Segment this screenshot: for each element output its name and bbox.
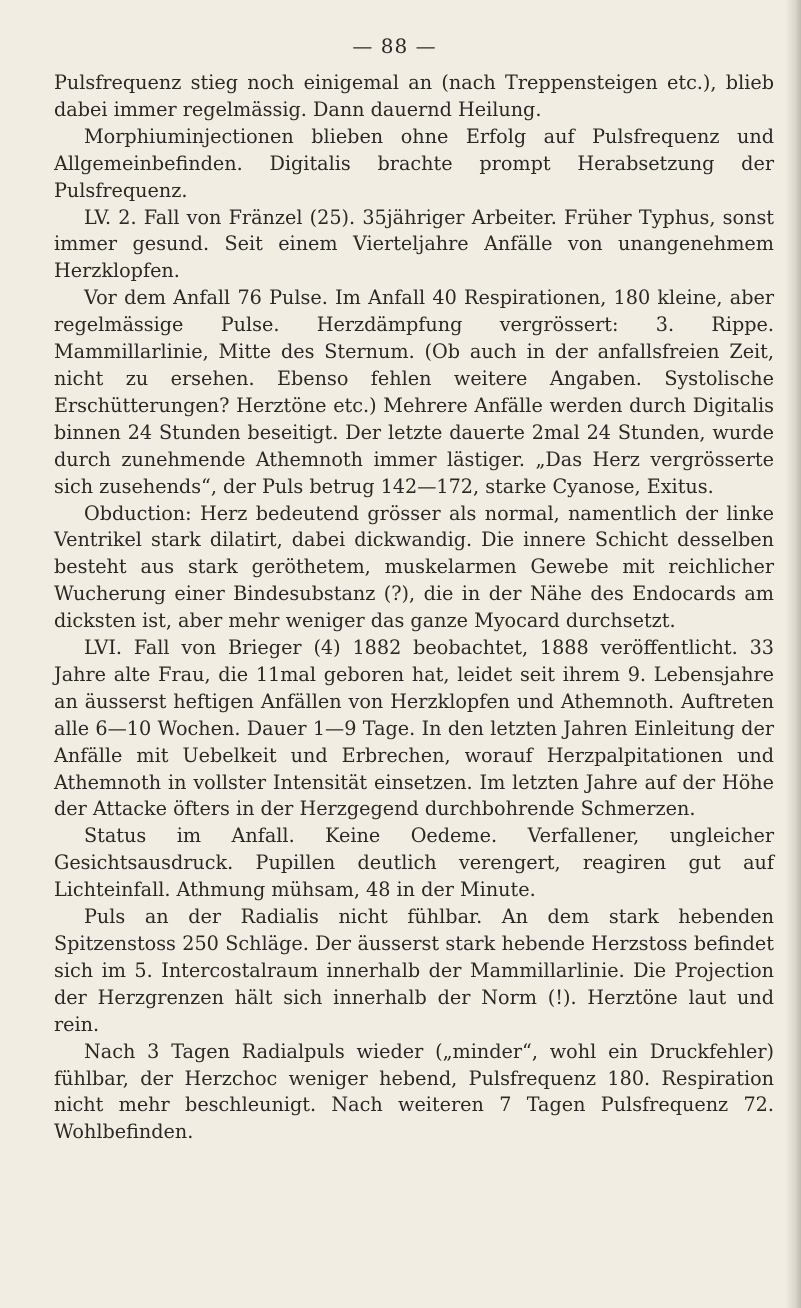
- page-number: — 88 —: [352, 34, 437, 58]
- body-text: [54, 70, 774, 1146]
- paragraph-1: Pulsfrequenz stieg noch einigemal an (nach Treppensteigen etc.), blieb dabei immer regelmässig. Dann dauernd Heilung.: [54, 71, 774, 121]
- paragraph-5: Obduction: Herz bedeutend grösser als normal, namentlich der linke Ventrikel stark dilatirt, dabei dickwandig. Die innere Schicht desselben besteht aus stark geröthetem, muskelarmen Gewebe mit reichlicher Wucherung einer Bindesubstanz (?), die in der Nähe des Endocards am dicksten ist, aber mehr weniger das ganze Myocard durchsetzt.: [54, 501, 774, 633]
- paragraph-4: Vor dem Anfall 76 Pulse. Im Anfall 40 Respirationen, 180 kleine, aber regelmässige Pulse. Herzdämpfung vergrössert: 3. Rippe. Mammillarlinie, Mitte des Sternum. (Ob auch in der anfallsfreien Zeit, nicht zu ersehen. Ebenso fehlen weitere Angaben. Systolische Erschütterungen? Herztöne etc.) Mehrere Anfälle werden durch Digitalis binnen 24 Stunden beseitigt. Der letzte dauerte 2mal 24 Stunden, wurde durch zunehmende Athemnoth immer lästiger. „Das Herz vergrösserte sich zusehends“, der Puls betrug 142—172, starke Cyanose, Exitus.: [54, 286, 774, 498]
- paragraph-3: LV. 2. Fall von Fränzel (25). 35jähriger Arbeiter. Früher Typhus, sonst immer gesund. Seit einem Vierteljahre Anfälle von unangenehmem Herzklopfen.: [54, 205, 774, 283]
- paragraph-2: Morphiuminjectionen blieben ohne Erfolg auf Pulsfrequenz und Allgemeinbefinden. Digitalis brachte prompt Herabsetzung der Pulsfrequenz.: [54, 124, 774, 202]
- paragraph-9: Nach 3 Tagen Radialpuls wieder („minder“, wohl ein Druckfehler) fühlbar, der Herzchoc weniger hebend, Pulsfrequenz 180. Respiration nicht mehr beschleunigt. Nach weiteren 7 Tagen Pulsfrequenz 72. Wohlbefinden.: [54, 1039, 774, 1144]
- paragraph-7: Status im Anfall. Keine Oedeme. Verfallener, ungleicher Gesichtsausdruck. Pupillen deutlich verengert, reagiren gut auf Lichteinfall. Athmung mühsam, 48 in der Minute.: [54, 824, 774, 902]
- paragraph-8: Puls an der Radialis nicht fühlbar. An dem stark hebenden Spitzenstoss 250 Schläge. Der äusserst stark hebende Herzstoss befindet sich im 5. Intercostalraum innerhalb der Mammillarlinie. Die Projection der Herzgrenzen hält sich innerhalb der Norm (!). Herztöne laut und rein.: [54, 905, 774, 1036]
- paragraph-6: LVI. Fall von Brieger (4) 1882 beobachtet, 1888 veröffentlicht. 33 Jahre alte Frau, die 11mal geboren hat, leidet seit ihrem 9. Lebensjahre an äusserst heftigen Anfällen von Herzklopfen und Athemnoth. Auftreten alle 6—10 Wochen. Dauer 1—9 Tage. In den letzten Jahren Einleitung der Anfälle mit Uebelkeit und Erbrechen, worauf Herzpalpitationen und Athemnoth in vollster Intensität einsetzen. Im letzten Jahre auf der Höhe der Attacke öfters in der Herzgegend durchbohrende Schmerzen.: [54, 636, 774, 821]
- page-edge-shadow: [785, 0, 801, 1308]
